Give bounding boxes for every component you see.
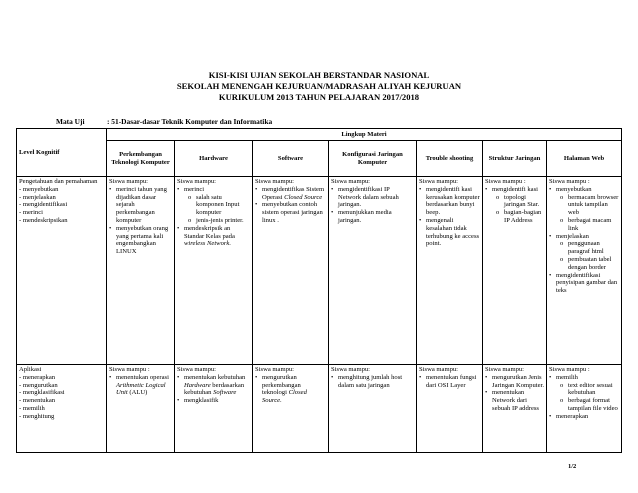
bullet-text: menentukan operasi (116, 373, 169, 381)
cell-intro: Siswa mampu: (177, 366, 217, 373)
cell-software (253, 177, 329, 365)
bullet-text: mengurutkan perkembangan teknologi (262, 373, 301, 397)
bullet-item: • mengidentifikasi penyisipan gambar dan teks (549, 272, 619, 295)
bullet-text: (ALU) (129, 389, 148, 397)
bullet-item: • menyebutkan contoh sistem operasi jaringan linux . (255, 201, 326, 224)
cell-konfigurasi (329, 177, 417, 365)
cell-intro: Siswa mampu : (549, 366, 590, 373)
bullet-item: • menentukan fungsi dari OSI Layer (419, 374, 480, 390)
bullet-text: berdasarkan kebutuhan (184, 381, 245, 397)
group-header: Lingkup Materi (107, 129, 622, 141)
level-item: - memilih (19, 404, 45, 412)
bullet-item: • menyebutkan orang yang pertama kali engembangkan LINUX (109, 225, 172, 256)
italic-term: Hardware (184, 381, 211, 389)
level-item: - menghitung (19, 412, 55, 420)
bullet-item (177, 374, 250, 397)
title-line-3: KURIKULUM 2013 TAHUN PELAJARAN 2017/2018 (218, 92, 420, 102)
col-header-level: Level Kognitif (17, 129, 107, 177)
bullet-text: mendeskripsik an Standar Kelas pada (184, 224, 235, 240)
italic-term: Arithmetic Logical Unit (116, 381, 166, 397)
bullet-item (549, 233, 619, 272)
cell-intro: Siswa mampu: (109, 178, 149, 185)
bullet-item: • mengurutkan Jenis Jaringan Komputer. (485, 374, 544, 390)
col-header-konfigurasi: Konfigurasi Jaringan Komputer (329, 141, 417, 177)
cell-intro: Siswa mampu : (109, 366, 150, 373)
bullet-text: menentukan kebutuhan (184, 373, 246, 381)
bullet-item: • mengenali kesalahan tidak terhubung ke access point. (419, 217, 480, 248)
level-item: - mendeskripsikan (19, 216, 68, 224)
level-item: - menerapkan (19, 373, 56, 381)
level-item: - merinci (19, 209, 43, 217)
col-header-software: Software (253, 141, 329, 177)
level-title: Pengetahuan dan pemahaman (19, 178, 98, 185)
bullet-item (549, 374, 619, 413)
italic-term: Closed Source (284, 193, 323, 201)
col-header-halaman-web: Halaman Web (547, 141, 622, 177)
page-number: 1/2 (568, 463, 577, 470)
italic-term: Software (213, 389, 237, 397)
cell-intro: Siswa mampu: (331, 178, 371, 185)
cell-software (253, 365, 329, 453)
sub-item: o salah satu komponen Input komputer (188, 194, 250, 217)
cell-struktur (483, 365, 547, 453)
sub-item: o pembuatan tabel dengan border (560, 256, 619, 272)
bullet-item: • mengidentifikasi IP Network dalam sebuah jaringan. (331, 186, 414, 209)
cell-intro: Siswa mampu: (177, 178, 217, 185)
bullet-item: • mengidentifi kasi kerusakan komputer berdasarkan bunyi beep. (419, 186, 480, 217)
sub-item: o topologi jaringan Star. (496, 194, 544, 210)
level-item: - menyebutkan (19, 185, 59, 193)
cell-intro: Siswa mampu: (255, 366, 295, 373)
cell-intro: Siswa mampu: (419, 366, 459, 373)
col-header-perkembangan: Perkembangan Teknologi Komputer (107, 141, 175, 177)
sub-item: o jenis-jenis printer. (188, 217, 250, 225)
cell-troubleshooting (417, 365, 483, 453)
bullet-item: • menghitung jumlah host dalam satu jaringan (331, 374, 414, 390)
cell-struktur (483, 177, 547, 365)
bullet-text: menyebutkan (556, 185, 592, 193)
cell-intro: Siswa mampu : (485, 178, 526, 185)
italic-term: Closed Source. (262, 389, 307, 405)
col-header-hardware: Hardware (175, 141, 253, 177)
bullet-item (109, 374, 172, 397)
cell-perkembangan (107, 177, 175, 365)
bullet-text: mengidentifi kasi (492, 185, 538, 193)
bullet-text: menjelaskan (556, 232, 589, 240)
bullet-item (255, 186, 326, 202)
subject-label: Mata Uji (56, 117, 85, 126)
cell-halaman-web (547, 365, 622, 453)
table-row (17, 177, 622, 365)
title-line-2: SEKOLAH MENENGAH KEJURUAN/MADRASAH ALIYAH KEJURUAN (176, 81, 462, 91)
bullet-item (255, 374, 326, 405)
bullet-text: mengidentifikas Sistem Operasi (262, 185, 325, 201)
bullet-item (177, 186, 250, 225)
level-title: Aplikasi (19, 366, 42, 373)
cell-intro: Siswa mampu: (255, 178, 295, 185)
cell-hardware (175, 365, 253, 453)
sub-item: o berbagai macam link (560, 217, 619, 233)
sub-item: o bagian-bagian IP Address (496, 209, 544, 225)
cell-intro: Siswa mampu : (549, 178, 590, 185)
bullet-item (549, 186, 619, 233)
sub-item: o penggunaan paragraf html (560, 240, 619, 256)
bullet-item (177, 225, 250, 248)
bullet-text: merinci (184, 185, 205, 193)
bullet-item: • merinci tahun yang dijadikan dasar sejarah perkembangan komputer (109, 186, 172, 225)
col-header-troubleshooting: Trouble shooting (417, 141, 483, 177)
cell-troubleshooting (417, 177, 483, 365)
level-item: - menentukan (19, 397, 56, 405)
bullet-text: memilih (556, 373, 578, 381)
cell-intro: Siswa mampu: (419, 178, 459, 185)
cell-intro: Siswa mampu: (331, 366, 371, 373)
cell-konfigurasi (329, 365, 417, 453)
bullet-item: • menerapkan (549, 413, 619, 421)
cell-hardware (175, 177, 253, 365)
cell-intro: Siswa mampu: (485, 366, 525, 373)
bullet-item (485, 186, 544, 225)
title-line-1: KISI-KISI UJIAN SEKOLAH BERSTANDAR NASIONAL (208, 70, 430, 80)
sub-item: o bermacam browser untuk tampilan web (560, 194, 619, 217)
level-item: - mengurutkan (19, 381, 58, 389)
subject-value: : 51-Dasar-dasar Teknik Komputer dan Informatika (107, 117, 273, 126)
level-cell (17, 177, 107, 365)
col-header-struktur: Struktur Jaringan (483, 141, 547, 177)
table-row (17, 365, 622, 453)
sub-item: o text editor sesuai kebutuhan (560, 382, 619, 398)
bullet-item: • menunjukkan media jaringan. (331, 209, 414, 225)
bullet-item: • mengklasifik (177, 397, 250, 405)
grid-table (16, 128, 622, 453)
bullet-item: • menentukan Network dari sebuah IP address (485, 389, 544, 412)
cell-perkembangan (107, 365, 175, 453)
level-item: - mengidentifikasi (19, 201, 68, 209)
italic-term: wireless Network. (184, 240, 232, 248)
level-item: - menjelaskan (19, 193, 56, 201)
sub-item: o berbagai format tampilan file video (560, 397, 619, 413)
cell-halaman-web (547, 177, 622, 365)
level-item: - mengklasifikasi (19, 389, 65, 397)
level-cell (17, 365, 107, 453)
